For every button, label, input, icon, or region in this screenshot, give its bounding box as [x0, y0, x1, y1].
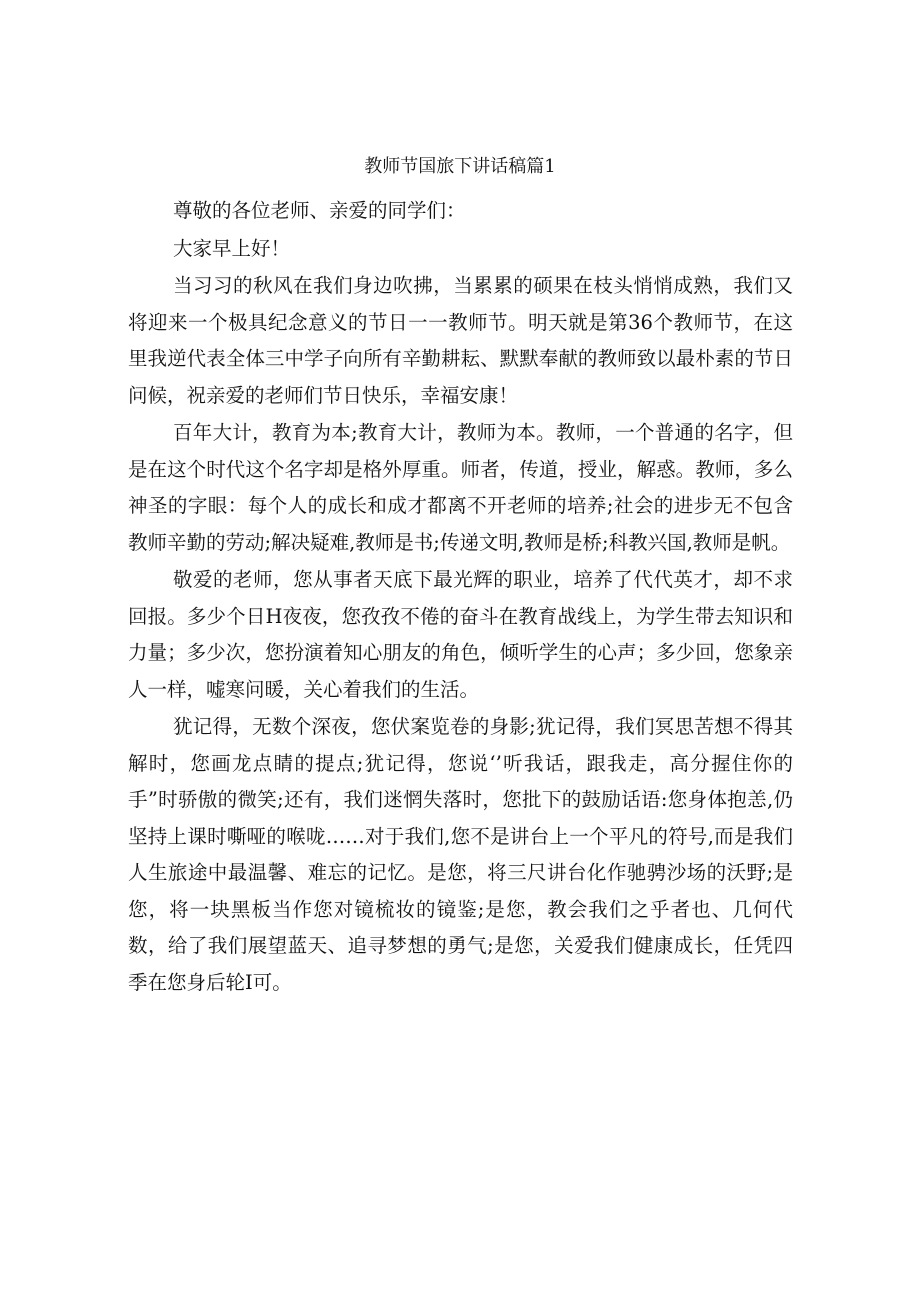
paragraph-greeting: 大家早上好！	[173, 236, 291, 260]
paragraph-teachers-day: 当习习的秋风在我们身边吹拂，当累累的硕果在枝头悄悄成熟，我们又将迎来一个极具纪念意义的节日一一教师节。明天就是第36个教师节，在这里我逆代表全体三中学子向所有辛勤耕耘、默默奉献的教师致以最朴素的节日问候，祝亲爱的老师们节日快乐，幸福安康！	[128, 274, 793, 407]
paragraph-salutation: 尊敬的各位老师、亲爱的同学们：	[173, 199, 466, 222]
document-body	[128, 193, 793, 1001]
paragraph-memories: 犹记得，无数个深夜，您伏案览卷的身影;犹记得，我们冥思苦想不得其解时，您画龙点睛的提点;犹记得，您说‘’听我话，跟我走，高分握住你的手”时骄傲的微笑;还有，我们迷惘失落时，您批下的鼓励话语:您身体抱恙,仍坚持上课时嘶哑的喉咙……对于我们,您不是讲台上一个平凡的符号,而是我们人生旅途中最温馨、难忘的记忆。是您，将三尺讲台化作驰骋沙场的沃野;是您，将一块黑板当作您对镜梳妆的镜鉴;是您，教会我们之乎者也、几何代数，给了我们展望蓝天、追寻梦想的勇气;是您，关爱我们健康成长，任凭四季在您身后轮I可。	[128, 715, 793, 994]
paragraph-respected-teachers: 敬爱的老师，您从事者天底下最光辉的职业，培养了代代英才，却不求回报。多少个日H夜夜，您孜孜不倦的奋斗在教育战线上，为学生带去知识和力量；多少次，您扮演着知心朋友的角色，倾听学生的心声；多少回，您象亲人一样，嘘寒问暖，关心着我们的生活。	[128, 568, 793, 701]
document-title: 教师节国旅下讲话稿篇1	[364, 156, 556, 177]
paragraph-education-foundation: 百年大计，教育为本;教育大计，教师为本。教师，一个普通的名字，但是在这个时代这个名字却是格外厚重。师者，传道，授业，解惑。教师，多么神圣的字眼：每个人的成长和成才都离不开老师的培养;社会的进步无不包含教师辛勤的劳动;解决疑难,教师是书;传递文明,教师是桥;科教兴国,教师是帆。	[128, 421, 793, 554]
